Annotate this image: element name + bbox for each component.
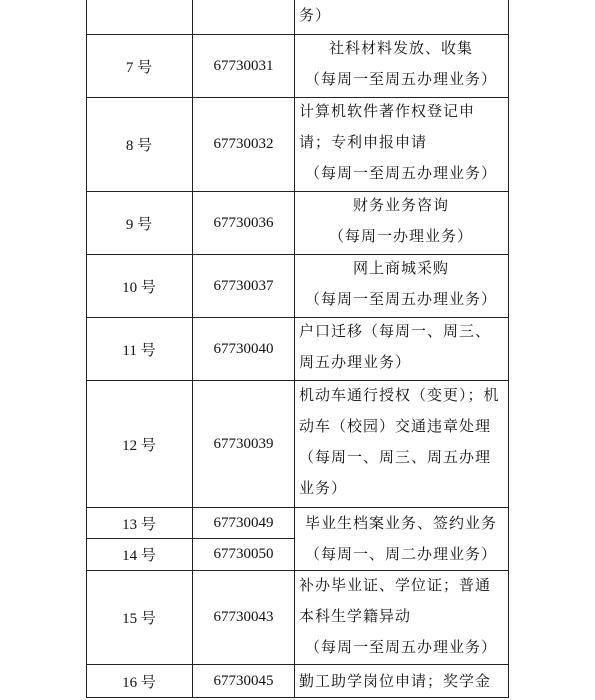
service-hours: （每周一至周五办理业务） [304, 70, 497, 88]
room-number: 10 号 [122, 279, 156, 296]
service-hours: （每周一至周五办理业务） [304, 290, 497, 308]
room-number: 7 号 [125, 59, 153, 76]
room-number: 13 号 [122, 516, 156, 533]
room-number: 8 号 [125, 138, 153, 154]
service-text: 请；专利申报申请 [299, 133, 428, 151]
phone-number: 67730037 [213, 277, 274, 294]
service-text: 本科生学籍异动 [299, 607, 412, 625]
service-text: 勤工助学岗位申请；奖学金 [299, 672, 492, 690]
room-number: 11 号 [122, 342, 156, 359]
room-number: 15 号 [122, 611, 156, 627]
service-text: 毕业生档案业务、签约业务 [304, 514, 497, 532]
service-text: 财务业务咨询 [352, 196, 449, 214]
service-text: 补办毕业证、学位证；普通 [299, 576, 492, 594]
service-text: 机动车通行授权（变更）；机 [299, 386, 500, 404]
service-hours: （每周一办理业务） [328, 227, 473, 245]
service-text: 网上商城采购 [352, 259, 449, 277]
service-text: 动车（校园）交通违章处理 [299, 417, 492, 435]
room-number: 9 号 [125, 216, 153, 233]
phone-number: 67730050 [213, 546, 274, 562]
service-text: 周五办理业务） [299, 353, 412, 371]
phone-number: 67730039 [213, 435, 274, 452]
room-number: 16 号 [122, 674, 156, 691]
service-hours: （每周一、周二办理业务） [304, 545, 497, 563]
service-text: 业务） [299, 479, 348, 497]
service-hours: （每周一至周五办理业务） [304, 164, 497, 182]
col-divider [294, 0, 295, 698]
service-text: 户口迁移（每周一、周三、 [299, 322, 492, 340]
room-number: 12 号 [122, 437, 156, 454]
phone-number: 67730040 [213, 340, 274, 357]
service-hours: （每周一至周五办理业务） [304, 638, 497, 656]
service-text: （每周一、周三、周五办理 [299, 448, 492, 466]
phone-number: 67730032 [213, 136, 274, 152]
phone-number: 67730036 [213, 214, 274, 231]
service-text: 计算机软件著作权登记申 [299, 102, 476, 120]
row-divider [86, 697, 509, 698]
service-text: 务） [299, 6, 332, 24]
service-text: 社科材料发放、收集 [328, 39, 473, 57]
service-window-table [86, 0, 509, 700]
phone-number: 67730045 [213, 672, 274, 689]
phone-number: 67730031 [213, 57, 274, 74]
phone-number: 67730049 [213, 514, 274, 531]
phone-number: 67730043 [213, 609, 274, 625]
room-number: 14 号 [122, 548, 156, 564]
